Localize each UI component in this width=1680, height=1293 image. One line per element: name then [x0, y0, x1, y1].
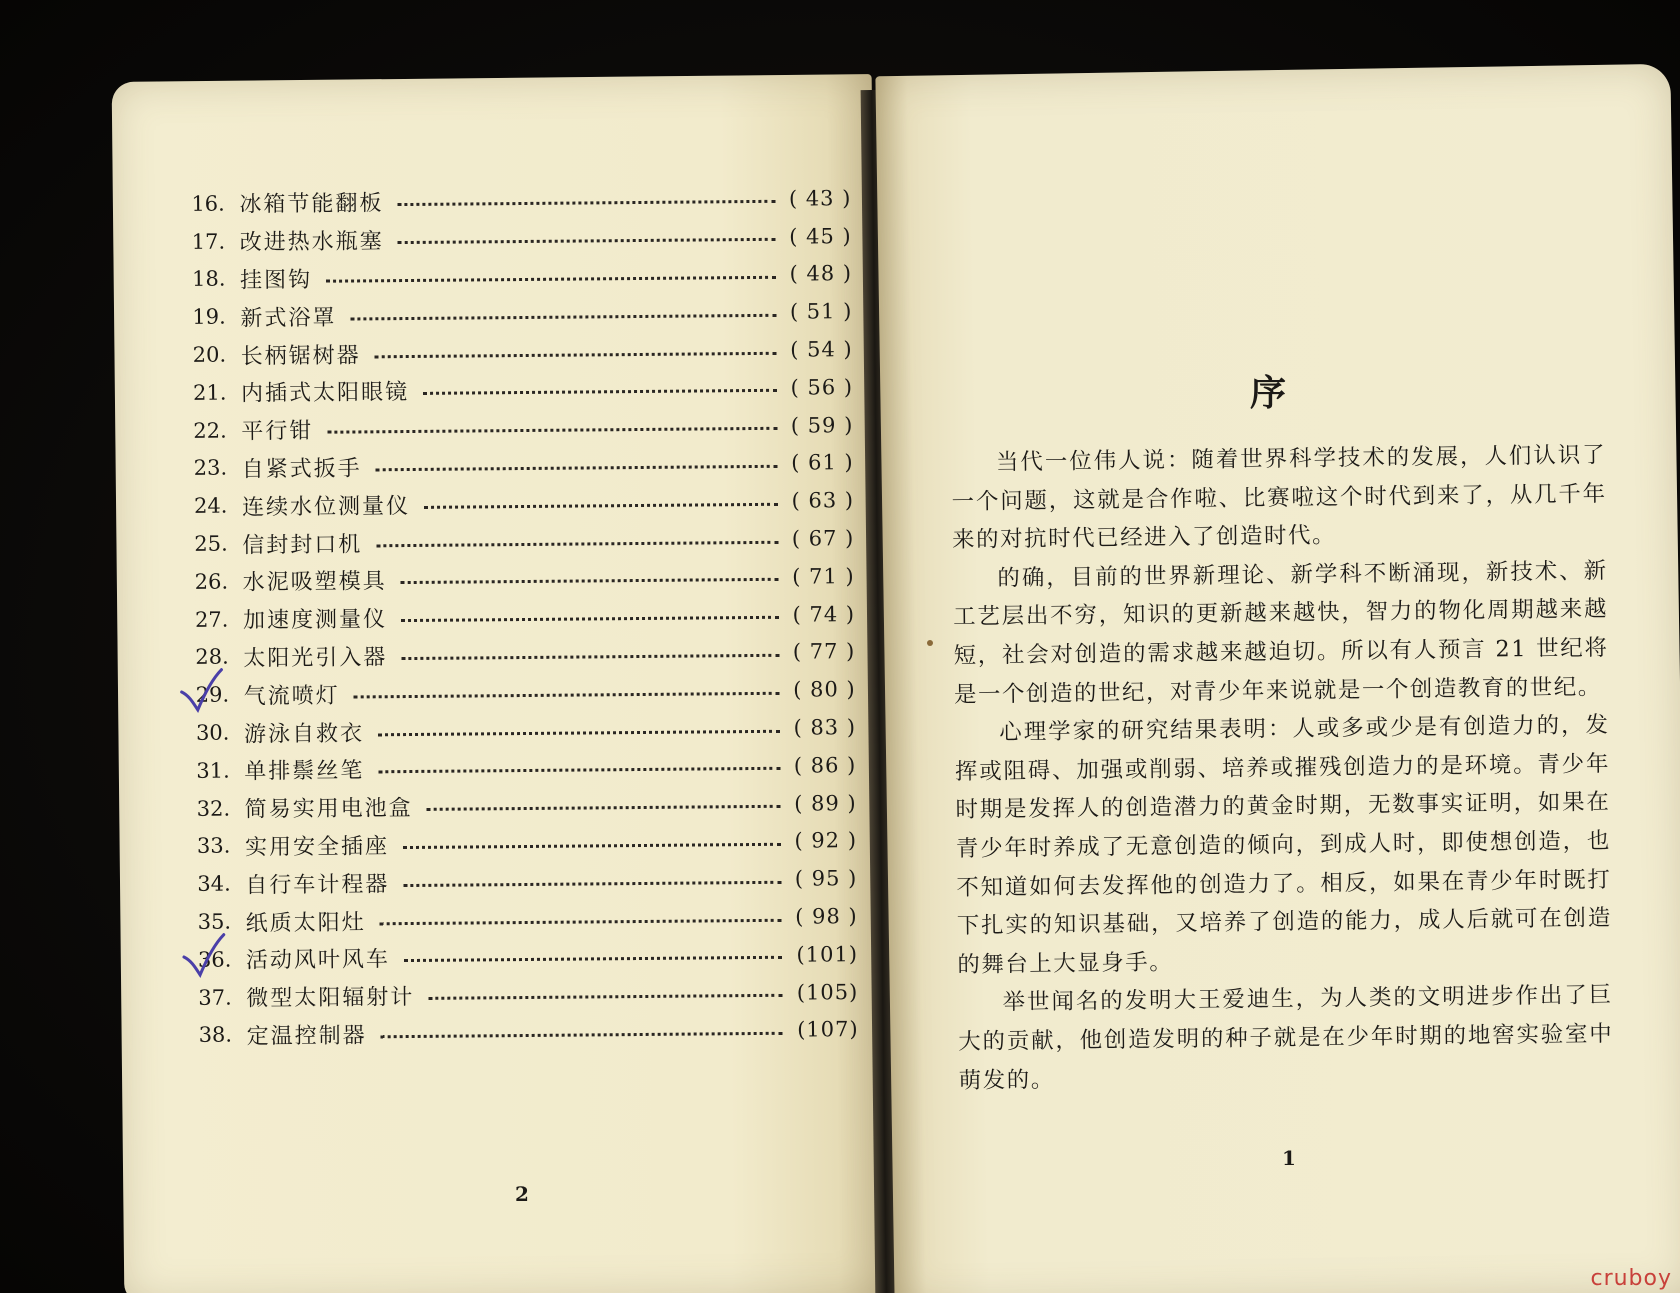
toc-entry-number: 22. [193, 418, 227, 443]
toc-entry-title: 自紧式扳手 [241, 456, 362, 483]
toc-entry-number: 16. [191, 191, 225, 216]
toc-entry-page: ( 83 ) [793, 715, 857, 740]
toc-entry-page: (101) [796, 941, 859, 967]
toc-entry-title: 纸质太阳灶 [245, 909, 366, 936]
toc-entry-page: ( 54 ) [790, 337, 853, 362]
handwritten-check-mark-icon [177, 666, 231, 716]
toc-entry-page: ( 92 ) [794, 828, 858, 854]
toc-entry [196, 746, 856, 790]
toc-entry [196, 784, 856, 828]
toc-entry [196, 708, 856, 752]
toc-leader-dots [326, 274, 776, 283]
toc-leader-dots [428, 992, 782, 1000]
toc-leader-dots [381, 1030, 783, 1039]
toc-entry-page: ( 45 ) [789, 223, 852, 249]
toc-entry-title: 长柄锯树器 [240, 343, 361, 370]
preface-paragraph: 当代一位伟人说：随着世界科学技术的发展，人们认识了一个问题，这就是合作啦、比赛啦这个时代到来了，从几千年来的对抗时代已经进入了创造时代。 [951, 442, 1607, 554]
toc-entry [196, 670, 856, 714]
toc-entry-title: 定温控制器 [246, 1023, 367, 1050]
toc-entry-title: 实用安全插座 [244, 834, 390, 861]
toc-entry-page: ( 80 ) [793, 677, 856, 702]
paper-stain [927, 640, 933, 646]
toc-entry-page: ( 61 ) [791, 450, 854, 476]
toc-entry-number: 19. [192, 304, 226, 330]
toc-entry-title: 单排鬃丝笔 [244, 758, 365, 785]
toc-entry-title: 冰箱节能翻板 [239, 191, 384, 218]
toc-leader-dots [378, 765, 780, 774]
preface-paragraph: 举世闻名的发明大王爱迪生，为人类的文明进步作出了巨大的贡献，他创造发明的种子就是在少年时期的地窖实验室中萌发的。 [958, 982, 1614, 1094]
toc-entry-page: ( 95 ) [794, 866, 858, 891]
toc-entry [197, 822, 857, 866]
toc-leader-dots [376, 538, 778, 547]
toc-entry-number: 30. [195, 720, 230, 745]
toc-entry-page: ( 89 ) [794, 790, 857, 816]
toc-entry-title: 挂图钩 [239, 267, 313, 294]
toc-leader-dots [401, 576, 779, 584]
toc-leader-dots [427, 803, 781, 811]
toc-entry-number: 21. [192, 380, 227, 405]
toc-entry-title: 新式浴罩 [240, 305, 337, 332]
toc-entry-page: ( 86 ) [793, 752, 857, 778]
toc-entry [193, 368, 853, 412]
toc-leader-dots [401, 614, 779, 622]
toc-entry [197, 859, 857, 903]
toc-leader-dots [423, 387, 777, 395]
toc-entry-title: 内插式太阳眼镜 [240, 380, 410, 407]
preface-body [951, 436, 1614, 1100]
toc-entry-number: 25. [194, 531, 228, 556]
toc-entry [195, 595, 855, 639]
toc-entry [197, 897, 857, 941]
toc-entry-number: 33. [196, 834, 231, 859]
toc-entry-number: 27. [194, 607, 229, 632]
toc-leader-dots [327, 425, 777, 434]
toc-entry [192, 293, 852, 337]
toc-entry [195, 557, 855, 601]
toc-entry-number: 36. [197, 947, 232, 972]
toc-entry [192, 217, 852, 261]
toc-leader-dots [403, 841, 781, 849]
toc-entry-page: ( 74 ) [792, 601, 856, 627]
toc-entry [198, 973, 858, 1017]
toc-entry-title: 游泳自救衣 [243, 720, 365, 748]
toc-entry-number: 29. [195, 682, 230, 708]
toc-entry-title: 加速度测量仪 [242, 607, 388, 634]
toc-entry-number: 28. [195, 645, 229, 670]
toc-entry-title: 微型太阳辐射计 [246, 985, 415, 1012]
toc-entry-title: 改进热水瓶塞 [239, 229, 384, 256]
toc-entry-title: 活动风叶风车 [245, 947, 391, 974]
toc-entry [193, 330, 853, 374]
toc-entry-title: 太阳光引入器 [243, 645, 388, 672]
right-page-number: 1 [1282, 1146, 1296, 1170]
toc-entry-number: 34. [197, 871, 231, 897]
toc-leader-dots [424, 501, 778, 509]
toc-entry-page: ( 67 ) [791, 526, 855, 551]
toc-leader-dots [398, 236, 776, 244]
toc-entry [194, 482, 854, 526]
toc-entry-page: ( 48 ) [789, 261, 853, 287]
toc-entry-page: ( 51 ) [789, 299, 853, 324]
toc-entry-page: ( 71 ) [792, 563, 855, 589]
toc-entry-title: 简易实用电池盒 [244, 796, 413, 823]
toc-entry-page: ( 63 ) [791, 488, 855, 513]
toc-leader-dots [380, 916, 782, 925]
toc-entry-number: 17. [191, 229, 226, 254]
toc-entry-number: 26. [194, 569, 229, 594]
toc-entry-number: 35. [197, 909, 232, 934]
toc-entry-number: 20. [192, 342, 227, 367]
toc-leader-dots [397, 198, 775, 206]
toc-entry-page: ( 59 ) [790, 412, 854, 438]
toc-leader-dots [404, 954, 782, 962]
toc-entry-number: 18. [191, 267, 226, 292]
toc-leader-dots [378, 727, 780, 736]
toc-entry [194, 519, 854, 563]
toc-entry [198, 935, 858, 979]
toc-entry-page: ( 98 ) [795, 904, 858, 929]
toc-entry [191, 179, 851, 223]
toc-entry-page: ( 77 ) [792, 639, 856, 665]
toc-entry-number: 23. [193, 456, 228, 481]
toc-entry-title: 平行钳 [241, 419, 314, 445]
left-page-number: 2 [515, 1182, 529, 1206]
toc-entry [194, 444, 854, 488]
toc-entry [192, 255, 852, 299]
toc-entry-page: (107) [797, 1017, 859, 1043]
toc-entry [195, 633, 855, 677]
toc-entry [193, 406, 853, 450]
toc-entry-number: 37. [198, 985, 232, 1010]
toc-leader-dots [403, 879, 781, 887]
toc-entry-title: 信封封口机 [242, 531, 363, 559]
toc-entry-page: ( 56 ) [790, 375, 854, 400]
toc-leader-dots [376, 463, 778, 472]
toc-entry-number: 38. [198, 1022, 233, 1048]
toc-leader-dots [354, 690, 780, 699]
handwritten-check-mark-icon [180, 930, 234, 980]
toc-leader-dots [401, 652, 779, 660]
table-of-contents [191, 179, 859, 1054]
toc-entry-number: 24. [193, 493, 228, 519]
toc-leader-dots [375, 349, 777, 358]
preface-paragraph: 心理学家的研究结果表明：人或多或少是有创造力的，发挥或阻碍、加强或削弱、培养或摧残创造力的是环境。青少年时期是发挥人的创造潜力的黄金时期，无数事实证明，如果在青少年时养成了无意创造的倾向，到成人时，即使想创造，也不知道如何去发挥他的创造力了。相反，如果在青少年时既打下扎实的知识基础，又培养了创造的能力，成人后就可在创造的舞台上大显身手。 [954, 712, 1613, 978]
toc-entry-title: 气流喷灯 [243, 683, 340, 710]
toc-entry-number: 31. [196, 758, 230, 783]
toc-entry-title: 自行车计程器 [245, 871, 390, 899]
toc-entry-title: 水泥吸塑模具 [242, 569, 387, 596]
preface-title: 序 [1250, 373, 1287, 414]
preface-paragraph: 的确，目前的世界新理论、新学科不断涌现，新技术、新工艺层出不穷，知识的更新越来越快，智力的物化周期越来越短，社会对创造的需求越来越迫切。所以有人预言 21 世纪将是一个创造的世纪，对青少年来说就是一个创造教育的世纪。 [952, 557, 1609, 708]
toc-entry [198, 1011, 858, 1055]
toc-entry-page: ( 43 ) [788, 186, 852, 211]
toc-entry-number: 32. [196, 796, 231, 821]
watermark: cruboy [1590, 1266, 1672, 1291]
toc-entry-title: 连续水位测量仪 [241, 493, 411, 521]
toc-leader-dots [350, 312, 776, 321]
toc-entry-page: (105) [796, 979, 859, 1005]
